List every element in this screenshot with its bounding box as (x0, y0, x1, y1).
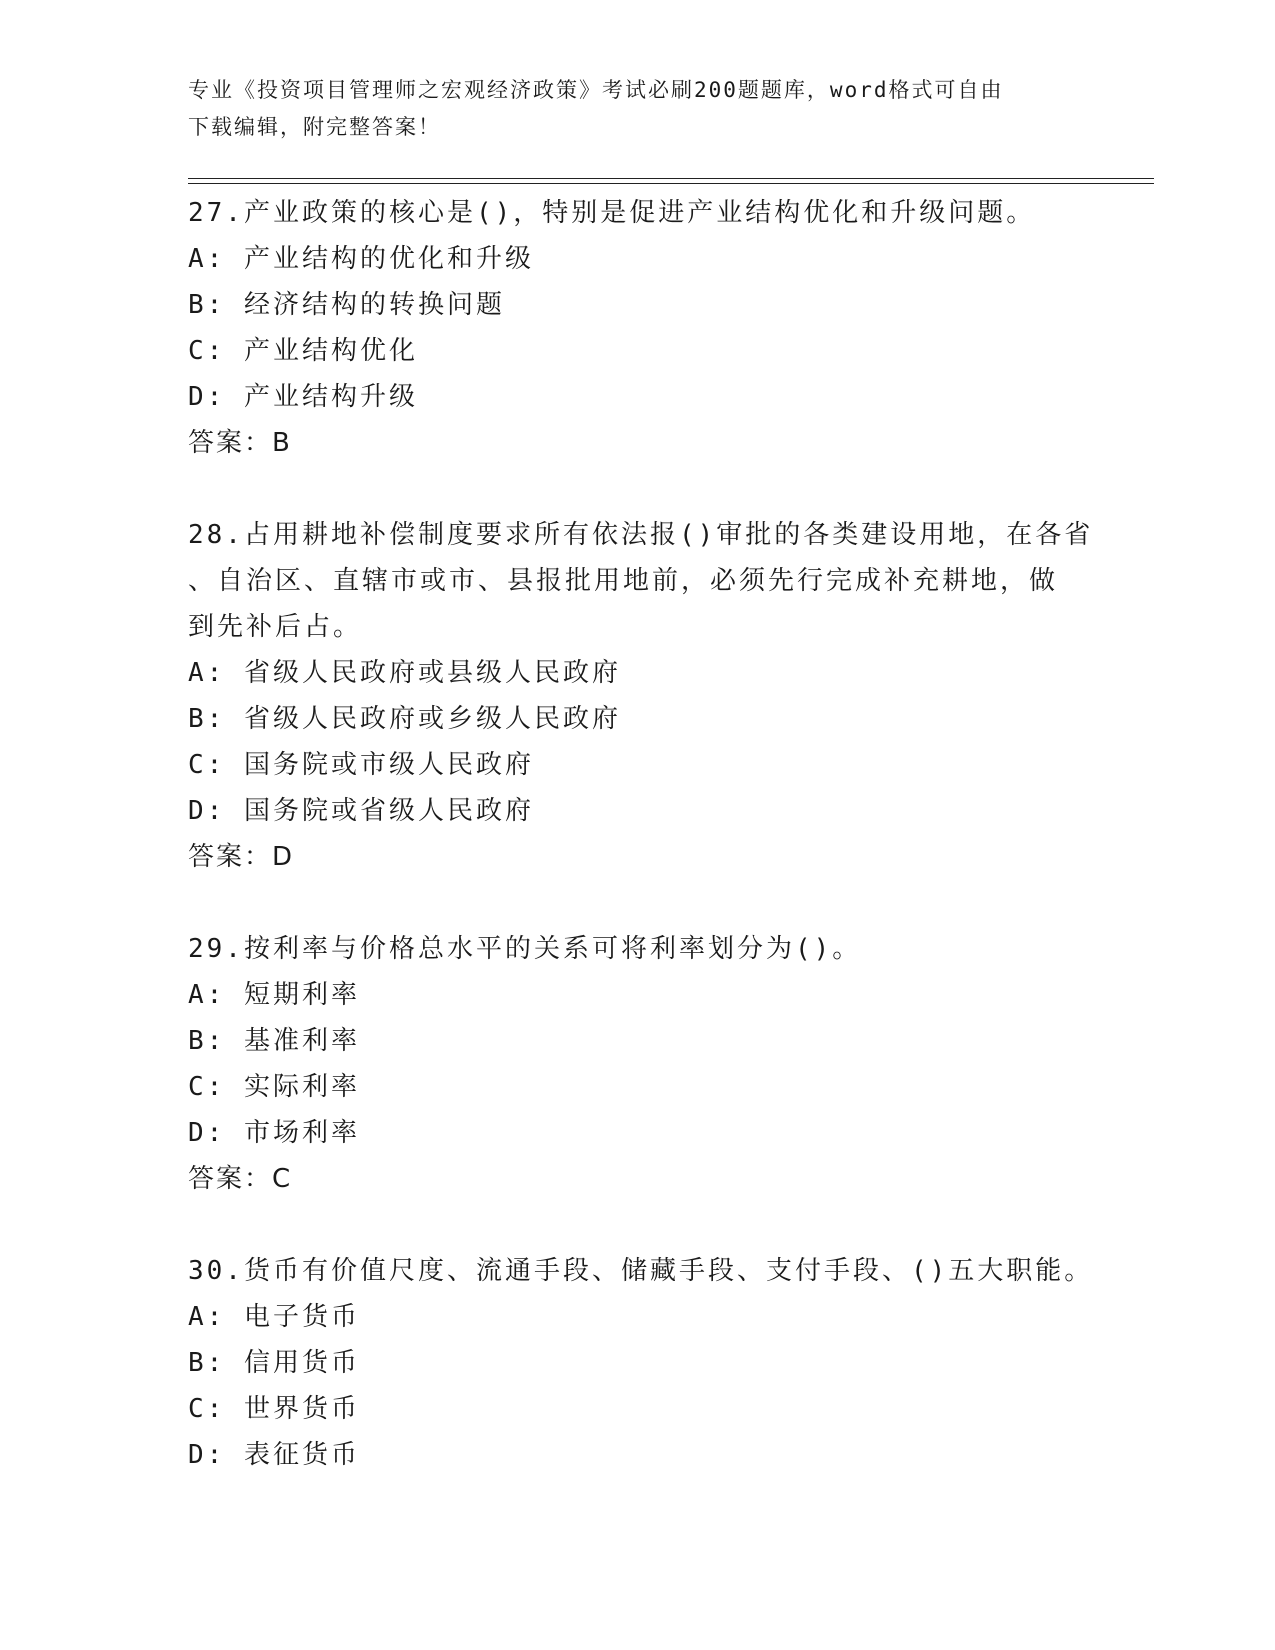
question-stem (188, 926, 1068, 972)
answer-line: 答案：D (188, 842, 295, 872)
option-b: B: 经济结构的转换问题 (188, 290, 505, 320)
stem-line: 、自治区、直辖市或市、县报批用地前，必须先行完成补充耕地，做 (188, 566, 1059, 596)
stem-line: 27.产业政策的核心是()，特别是促进产业结构优化和升级问题。 (188, 198, 1036, 228)
option-b: B: 信用货币 (188, 1348, 360, 1378)
option-d: D: 国务院或省级人民政府 (188, 796, 534, 826)
option-a: A: 产业结构的优化和升级 (188, 244, 534, 274)
question-28 (188, 512, 1094, 880)
question-30 (188, 1248, 1094, 1478)
question-27 (188, 190, 1068, 466)
option-b: B: 省级人民政府或乡级人民政府 (188, 704, 621, 734)
option-a: A: 省级人民政府或县级人民政府 (188, 658, 621, 688)
option-c: C: 国务院或市级人民政府 (188, 750, 534, 780)
option-c: C: 产业结构优化 (188, 336, 418, 366)
question-list (188, 190, 1094, 1524)
document-header (188, 72, 1088, 146)
stem-line: 29.按利率与价格总水平的关系可将利率划分为()。 (188, 934, 862, 964)
option-a: A: 电子货币 (188, 1302, 360, 1332)
stem-line: 30.货币有价值尺度、流通手段、储藏手段、支付手段、()五大职能。 (188, 1256, 1094, 1286)
option-c: C: 实际利率 (188, 1072, 360, 1102)
stem-line: 到先补后占。 (188, 612, 363, 642)
header-line-1: 专业《投资项目管理师之宏观经济政策》考试必刷200题题库，word格式可自由 (188, 78, 1004, 102)
stem-line: 28.占用耕地补偿制度要求所有依法报()审批的各类建设用地，在各省 (188, 520, 1094, 550)
option-d: D: 市场利率 (188, 1118, 360, 1148)
header-divider-bottom (188, 183, 1154, 184)
header-line-2: 下载编辑，附完整答案！ (188, 115, 441, 139)
option-a: A: 短期利率 (188, 980, 360, 1010)
answer-line: 答案：C (188, 1164, 293, 1194)
option-b: B: 基准利率 (188, 1026, 360, 1056)
option-d: D: 表征货币 (188, 1440, 360, 1470)
question-29 (188, 926, 1068, 1202)
answer-line: 答案：B (188, 428, 292, 458)
header-divider-top (188, 178, 1154, 179)
option-c: C: 世界货币 (188, 1394, 360, 1424)
question-stem (188, 1248, 1094, 1294)
question-stem (188, 512, 1094, 650)
option-d: D: 产业结构升级 (188, 382, 418, 412)
question-stem (188, 190, 1068, 236)
